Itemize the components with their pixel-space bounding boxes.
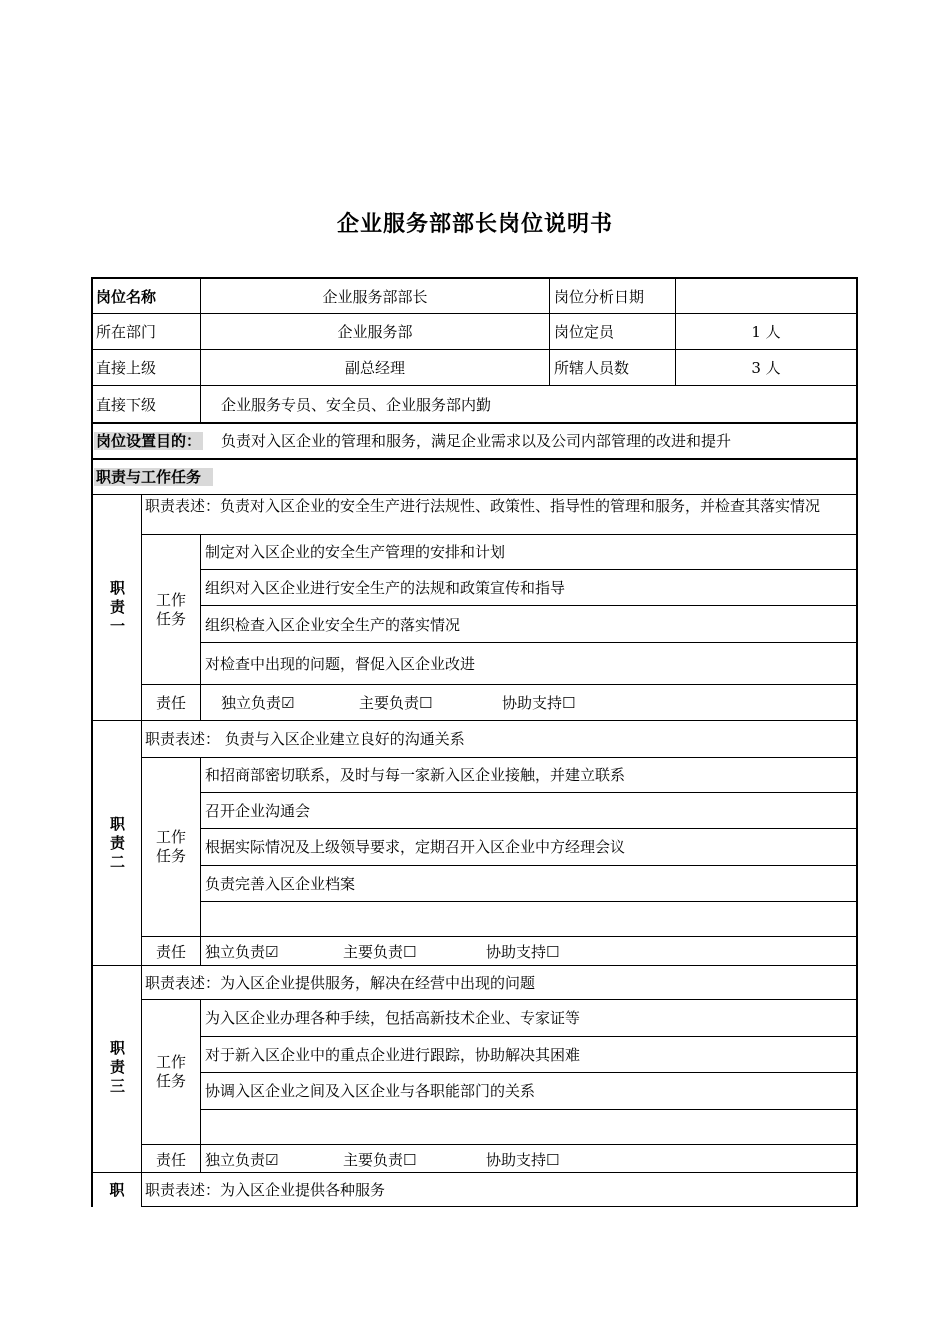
department-label: 所在部门 — [96, 323, 157, 341]
duty-1-task-2: 组织对入区企业进行安全生产的法规和政策宣传和指导 — [205, 579, 566, 597]
duty-1-resp-independent: 独立负责☑ — [221, 694, 295, 712]
duty-1-name: 职责一 — [108, 580, 126, 637]
duty-3-resp-label: 责任 — [155, 1151, 186, 1169]
position-name-label: 岗位名称 — [96, 288, 157, 306]
duty-3-resp-main: 主要负责☐ — [343, 1151, 417, 1169]
row-divider — [141, 936, 858, 937]
duty-1-description: 职责表述：负责对入区企业的安全生产进行法规性、政策性、指导性的管理和服务，并检查其落实情况 — [145, 497, 821, 515]
row-divider — [200, 1072, 858, 1073]
duties-header: 职责与工作任务 — [94, 468, 213, 486]
duty-3-task-label — [142, 1053, 200, 1091]
duty-3-label — [93, 1040, 141, 1100]
task-label: 工作任务 — [155, 591, 186, 628]
row-divider — [200, 828, 858, 829]
duty-2-resp-label: 责任 — [155, 943, 186, 961]
row-divider — [200, 1036, 858, 1037]
duty-1-resp-label: 责任 — [155, 694, 186, 712]
row-divider — [91, 313, 858, 314]
duty-1-task-label — [142, 591, 200, 629]
purpose-label: 岗位设置目的： — [96, 432, 202, 450]
row-divider — [200, 569, 858, 570]
staff-count-label: 所辖人员数 — [554, 359, 630, 377]
duty-3-description: 职责表述：为入区企业提供服务，解决在经营中出现的问题 — [145, 974, 536, 992]
row-divider — [200, 865, 858, 866]
purpose-value: 负责对入区企业的管理和服务，满足企业需求以及公司内部管理的改进和提升 — [221, 432, 732, 450]
row-divider — [200, 1109, 858, 1110]
row-divider — [141, 534, 858, 535]
duty-3-resp-independent: 独立负责☑ — [205, 1151, 279, 1169]
duty-2-task-3: 根据实际情况及上级领导要求，定期召开入区企业中方经理会议 — [205, 838, 626, 856]
row-divider — [91, 1172, 858, 1173]
row-divider — [91, 720, 858, 721]
row-divider — [141, 757, 858, 758]
duty-4-description: 职责表述：为入区企业提供各种服务 — [145, 1181, 386, 1199]
col-divider — [549, 277, 550, 386]
duty-1-resp-main: 主要负责☐ — [359, 694, 433, 712]
task-label: 工作任务 — [155, 828, 186, 865]
table-border-right — [856, 277, 858, 1207]
subordinate-label: 直接下级 — [96, 396, 157, 414]
duty-2-resp-assist: 协助支持☐ — [486, 943, 560, 961]
subordinate-value: 企业服务专员、安全员、企业服务部内勤 — [221, 396, 492, 414]
row-divider — [200, 642, 858, 643]
duty-3-name: 职责三 — [108, 1040, 126, 1097]
row-divider — [141, 999, 858, 1000]
duty-1-task-4: 对检查中出现的问题，督促入区企业改进 — [205, 655, 476, 673]
row-divider — [141, 1144, 858, 1145]
row-divider — [200, 792, 858, 793]
superior-label: 直接上级 — [96, 359, 157, 377]
staff-count-value: 3 人 — [751, 359, 781, 377]
analysis-date-label: 岗位分析日期 — [554, 288, 645, 306]
row-divider — [141, 1206, 858, 1207]
duty-1-task-3: 组织检查入区企业安全生产的落实情况 — [205, 616, 461, 634]
row-divider — [91, 422, 858, 424]
row-divider — [91, 385, 858, 386]
col-divider — [200, 999, 201, 1172]
row-divider — [141, 684, 858, 685]
duty-3-task-2: 对于新入区企业中的重点企业进行跟踪，协助解决其困难 — [205, 1046, 581, 1064]
duty-2-resp-main: 主要负责☐ — [343, 943, 417, 961]
department-value: 企业服务部 — [337, 323, 413, 341]
task-label: 工作任务 — [155, 1053, 186, 1090]
duty-2-description: 职责表述： 负责与入区企业建立良好的沟通关系 — [145, 730, 465, 748]
duty-4-name: 职 — [109, 1181, 125, 1199]
duty-1-label — [93, 580, 141, 640]
headcount-value: 1 人 — [751, 323, 781, 341]
duty-2-task-1: 和招商部密切联系，及时与每一家新入区企业接触，并建立联系 — [205, 766, 626, 784]
duty-3-task-1: 为入区企业办理各种手续，包括高新技术企业、专家证等 — [205, 1009, 581, 1027]
duty-3-resp-assist: 协助支持☐ — [486, 1151, 560, 1169]
row-divider — [200, 605, 858, 606]
superior-value: 副总经理 — [344, 359, 405, 377]
row-divider — [91, 349, 858, 350]
duty-2-name: 职责二 — [108, 816, 126, 873]
duty-3-task-3: 协调入区企业之间及入区企业与各职能部门的关系 — [205, 1082, 536, 1100]
position-name-value: 企业服务部部长 — [322, 288, 428, 306]
row-divider — [200, 901, 858, 902]
row-divider — [91, 965, 858, 966]
duty-1-task-1: 制定对入区企业的安全生产管理的安排和计划 — [205, 543, 506, 561]
duty-2-label — [93, 816, 141, 876]
duty-2-task-4: 负责完善入区企业档案 — [205, 875, 356, 893]
duty-2-task-2: 召开企业沟通会 — [205, 802, 311, 820]
duty-2-task-label — [142, 828, 200, 866]
table-border-top — [91, 277, 858, 279]
duty-1-resp-assist: 协助支持☐ — [502, 694, 576, 712]
row-divider — [91, 458, 858, 460]
headcount-label: 岗位定员 — [554, 323, 615, 341]
page-title: 企业服务部部长岗位说明书 — [336, 212, 613, 237]
row-divider — [91, 494, 858, 495]
col-divider — [200, 534, 201, 720]
col-divider — [200, 757, 201, 965]
duty-2-resp-independent: 独立负责☑ — [205, 943, 279, 961]
